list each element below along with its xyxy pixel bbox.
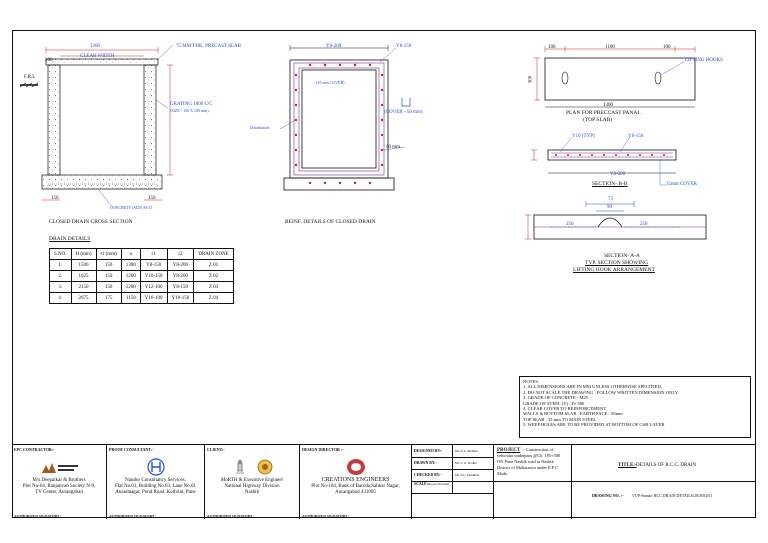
plan-length: 1300 bbox=[603, 103, 613, 108]
table-cell: Y8-150 bbox=[140, 260, 167, 271]
table-cell: Y10-150 bbox=[140, 271, 167, 282]
drain-details-title: DRAIN DETAILS bbox=[49, 236, 91, 242]
concrete-label: CONCRETE (M25) M-15 bbox=[110, 205, 153, 210]
table-row bbox=[50, 271, 234, 282]
drawing-no-caption: DRAWING NO. :- bbox=[592, 493, 624, 498]
scale-label: SCALE:- bbox=[414, 482, 430, 486]
aa-subtitle2: LIFTING HOOK ARRANGEMENT bbox=[573, 267, 655, 273]
bb-y8-200: Y8-200 bbox=[610, 172, 626, 177]
table-cell: 1200 bbox=[121, 282, 140, 293]
drawn-by-label: DRAWN BY:- bbox=[414, 461, 437, 465]
table-cell: 1. bbox=[50, 260, 72, 271]
dim-200: 200 bbox=[45, 58, 53, 63]
project-text-3: ON Pune Nashik road in Nashik bbox=[497, 459, 554, 464]
table-cell: 150 bbox=[96, 271, 121, 282]
client-addr1: National Highway Division bbox=[224, 484, 280, 489]
plan-subtitle: (TOP SLAB) bbox=[583, 117, 613, 123]
col-header: r1 bbox=[140, 249, 167, 260]
table-header-row bbox=[50, 249, 234, 260]
table-cell: 1150 bbox=[121, 293, 140, 304]
note-line: WALLS & BOTTOM SLAB , EARTH FACE : 50mm bbox=[523, 411, 623, 417]
table-cell: 4. bbox=[50, 293, 72, 304]
precast-slab-label: 75 MM THK. PRECAST SLAB bbox=[176, 44, 241, 49]
section-aa-drawing bbox=[520, 195, 750, 255]
bb-y8-150: Y8-150 bbox=[628, 134, 644, 139]
emblem-icon bbox=[233, 459, 247, 475]
client-addr2: Nashik bbox=[244, 490, 260, 495]
plan-dim-left: 100 bbox=[548, 45, 556, 50]
checked-by-value: Mr. S.C. Pandhare bbox=[455, 473, 480, 477]
grating-label: GRATING 1000 C/C bbox=[170, 102, 213, 107]
table-cell: Z 04 bbox=[194, 293, 233, 304]
aa-subtitle: TYP. SECTION SHOWING bbox=[585, 260, 649, 266]
table-cell: 150 bbox=[96, 260, 121, 271]
col-header: r2 bbox=[167, 249, 194, 260]
title-block bbox=[12, 444, 756, 519]
col-header: DRAIN ZONE bbox=[194, 249, 233, 260]
drain-details-table bbox=[49, 248, 234, 304]
section-bb-drawing bbox=[520, 130, 750, 190]
drawn-by-value: Mr. S. U. Rodhe bbox=[455, 461, 477, 465]
project-text-5: Mode. bbox=[497, 471, 509, 476]
table-cell: 1300 bbox=[121, 260, 140, 271]
client-caption: CLIENT:- bbox=[207, 447, 225, 452]
designed-by-value: Mr. P. A. Bodhen bbox=[455, 449, 478, 453]
dim-top: 1300 bbox=[90, 44, 100, 49]
table-cell: Y8-150 bbox=[167, 282, 194, 293]
dim-150-right: 150 bbox=[148, 196, 156, 201]
epc-addr1: Plot No-64, Ranjanvan Society N-9, bbox=[22, 484, 96, 489]
plan-title: PLAN FOR PRECCAST PANAL bbox=[566, 110, 641, 116]
note-line: 5. WEEP HOLES ARE TO BE PROVIDED AT BOTTOM OF GSB LAYER. bbox=[523, 422, 666, 428]
table-cell: 1260 bbox=[121, 271, 140, 282]
epc-caption: EPC CONTRACTOR:- bbox=[14, 447, 55, 452]
table-cell: Z 01 bbox=[194, 260, 233, 271]
designed-by-label: DESIGNED BY:- bbox=[414, 449, 443, 453]
client-name: MoRTH & Executive Engineer bbox=[220, 478, 284, 483]
table-cell: 175 bbox=[96, 293, 121, 304]
project-caption: PROJECT bbox=[497, 448, 521, 453]
reinf-distribution: Distribution bbox=[250, 125, 270, 130]
client-cell bbox=[205, 445, 300, 519]
design-signatory: AUTHORIZED SIGNATORY : bbox=[302, 514, 350, 518]
aa-d1: 75 bbox=[608, 197, 613, 202]
project-text-1: :- Construction of bbox=[522, 447, 554, 452]
table-cell: 3. bbox=[50, 282, 72, 293]
note-line: 3. GRADE OF CONCRETE : M25 bbox=[523, 395, 589, 401]
bb-cover: 35mm COVER bbox=[666, 182, 697, 187]
proof-signatory: AUTHORIZED SIGNATORY : bbox=[109, 514, 157, 518]
table-cell: Y8-200 bbox=[167, 271, 194, 282]
table-cell: Z 03 bbox=[194, 282, 233, 293]
epc-cell bbox=[12, 445, 107, 519]
table-cell: 1500 bbox=[71, 260, 96, 271]
col-header: t1 (mm) bbox=[96, 249, 121, 260]
reinf-title: REINF. DETAILS OF CLOSED DRAIN bbox=[285, 219, 376, 225]
table-cell: 2150 bbox=[71, 282, 96, 293]
table-row bbox=[50, 282, 234, 293]
table-row bbox=[50, 260, 234, 271]
epc-signatory: AUTHORIZED SIGNATORY : bbox=[14, 514, 62, 518]
table-cell: Y10-150 bbox=[167, 293, 194, 304]
people-cell bbox=[412, 445, 494, 519]
proof-cell bbox=[107, 445, 205, 519]
aa-d4: 250 bbox=[640, 222, 648, 227]
note-line: 2. DO NOT SCALE THE DRAWING , FOLLOW WRITTEN DIMENSION ONLY. bbox=[523, 389, 679, 395]
title-value: DETAILS OF R.C.C. DRAIN bbox=[636, 463, 697, 468]
table-cell: 150 bbox=[96, 282, 121, 293]
client-signatory: AUTHORIZED SIGNATORY : bbox=[207, 514, 255, 518]
epc-addr2: TV Center, Aurangabad bbox=[35, 490, 83, 495]
table-cell: Y16-100 bbox=[140, 293, 167, 304]
bb-title: SECTION- B-B bbox=[592, 181, 628, 187]
design-addr2: Aurangabad 431005 bbox=[335, 490, 376, 495]
col-header: S.NO. bbox=[50, 249, 72, 260]
note-line: 1. ALL DIMENSIONS ARE IN MM UNLESS OTHERWISE SPECIFIED. bbox=[523, 384, 662, 390]
title-caption: TITLE:- bbox=[618, 463, 637, 468]
clear-width-label: CLEAR WIDTH bbox=[80, 54, 115, 59]
bb-y10: Y10 (TYP) bbox=[572, 134, 595, 139]
plan-dim-right: 100 bbox=[663, 45, 671, 50]
project-text-2: vehicular underpass @Ch. 185+500 bbox=[497, 453, 561, 458]
notes-box bbox=[519, 376, 751, 438]
title-cell bbox=[572, 445, 756, 519]
checked-by-label: CHECKED BY:- bbox=[414, 473, 442, 477]
plan-drawing bbox=[520, 40, 750, 120]
plan-dim-mid: 1100 bbox=[605, 45, 615, 50]
col-header: a bbox=[121, 249, 140, 260]
table-row bbox=[50, 293, 234, 304]
note-line: 4. CLEAR COVER TO REINFORCEMENT bbox=[523, 406, 607, 412]
project-text-4: District of Maharastra under E P C bbox=[497, 465, 559, 470]
morth-logo-icon bbox=[257, 459, 273, 475]
epc-name: M/s Deepalkar & Brothers bbox=[32, 478, 86, 483]
scale-value: As per Drawing bbox=[428, 482, 450, 486]
design-addr1: Plot No-104, Bank of Baroda,Sahkar Nagar, bbox=[311, 484, 400, 489]
reinf-dim-40: 40 mm bbox=[386, 145, 401, 150]
cross-section-drawing bbox=[18, 40, 218, 215]
design-cell bbox=[300, 445, 412, 519]
proof-name: Nandur Consultancy Services. bbox=[125, 478, 186, 483]
aa-title: SECTION- A-A bbox=[604, 253, 640, 259]
reinf-drawing bbox=[280, 40, 430, 200]
creations-logo-icon bbox=[346, 458, 366, 476]
dim-150-left: 150 bbox=[51, 196, 59, 201]
aa-d3: 250 bbox=[566, 222, 574, 227]
proof-addr2: Anandnagar, Pond Road, Kothrud, Pune bbox=[115, 490, 196, 495]
proof-caption: PROOF CONSULTANT:- bbox=[109, 447, 154, 452]
table-cell: 2. bbox=[50, 271, 72, 282]
reinf-cover-side: (COVER - 50 mm) bbox=[384, 110, 423, 115]
proof-addr1: Flat No.01, Building No.03, Lane No.01 bbox=[114, 484, 197, 489]
design-caption: DESIGN DIRECTOR :- bbox=[302, 447, 344, 452]
project-cell bbox=[494, 445, 572, 519]
table-cell: 2675 bbox=[71, 293, 96, 304]
cross-section-title: CLOSED DRAIN CROSS SECTION bbox=[49, 219, 133, 225]
table-cell: Y12-100 bbox=[140, 282, 167, 293]
epc-logo-icon bbox=[40, 461, 80, 475]
grating-size-label: (SIZE - 150 X 100 mm) bbox=[170, 108, 209, 113]
drawing-no-value: VUP-Sinnar/ RCC DRAIN DETAILS/2018/04/01 bbox=[632, 493, 713, 498]
note-line: TOP SLAB : 35 mm TO MAIN STEEL bbox=[523, 416, 597, 422]
reinf-cover-top: (35 mm COVER) bbox=[316, 80, 345, 85]
reinf-top-bar: Y8-200 bbox=[326, 44, 342, 49]
table-cell: Z 02 bbox=[194, 271, 233, 282]
table-cell: Y8-200 bbox=[167, 260, 194, 271]
aa-d2: 90 bbox=[607, 205, 612, 210]
note-line: GRADE OF STEEL (Y) : Fe 500 bbox=[523, 400, 585, 406]
design-name: CREATIONS ENGINEERS bbox=[321, 477, 390, 483]
frl-label: F.R.L bbox=[24, 75, 36, 80]
reinf-right-bar: Y8-150 bbox=[396, 44, 412, 49]
plan-width: 300 bbox=[528, 75, 534, 84]
table-cell: 1625 bbox=[71, 271, 96, 282]
col-header: H (mm) bbox=[71, 249, 96, 260]
notes-heading: NOTES: bbox=[523, 379, 540, 384]
lifting-hooks-label: LIFTING HOOKS bbox=[685, 58, 723, 63]
proof-logo-icon bbox=[147, 458, 165, 476]
